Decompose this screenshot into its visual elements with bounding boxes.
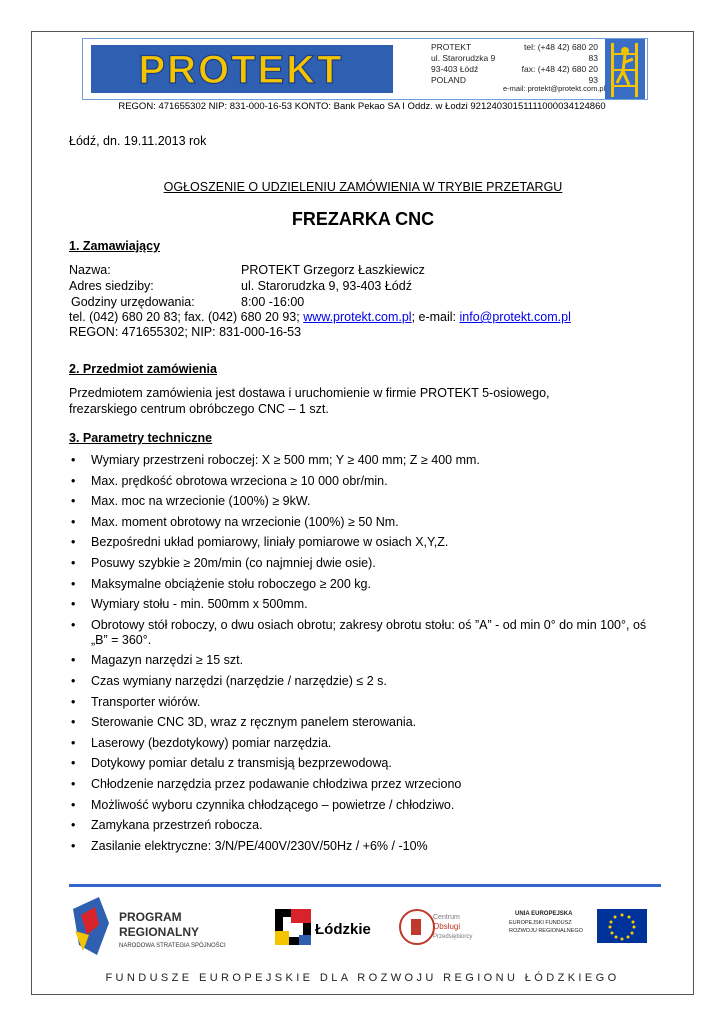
parameter-text: Wymiary stołu - min. 500mm x 500mm. bbox=[91, 597, 308, 612]
eu-line-3: ROZWOJU REGIONALNEGO bbox=[509, 928, 583, 934]
header-email: e-mail: protekt@protekt.com.pl bbox=[503, 84, 606, 93]
bullet-icon: • bbox=[71, 453, 76, 467]
bullet-icon: • bbox=[71, 473, 76, 488]
name-label: Nazwa: bbox=[69, 263, 111, 277]
bullet-icon: • bbox=[71, 838, 76, 853]
parameter-text: Wymiary przestrzeni roboczej: X ≥ 500 mm; Y ≥ 400 mm; Z ≥ 400 mm. bbox=[91, 453, 480, 467]
centrum-line-3: Przedsiębiorcy bbox=[433, 934, 473, 940]
parameter-item bbox=[69, 535, 649, 550]
bullet-icon: • bbox=[71, 673, 76, 688]
parameter-item bbox=[69, 777, 649, 792]
parameter-text: Chłodzenie narzędzia przez podawanie chłodziwa przez wrzeciono bbox=[91, 776, 462, 791]
name-value: PROTEKT Grzegorz Łaszkiewicz bbox=[241, 263, 425, 277]
program-line-2: REGIONALNY bbox=[119, 925, 200, 939]
parameter-text: Zamykana przestrzeń robocza. bbox=[91, 818, 263, 833]
parameter-text: Zasilanie elektryczne: 3/N/PE/400V/230V/50Hz / +6% / -10% bbox=[91, 838, 428, 853]
bullet-icon: • bbox=[71, 653, 76, 668]
program-line-3: NARODOWA STRATEGIA SPÓJNOŚCI bbox=[119, 943, 226, 949]
section-heading-subject: 2. Przedmiot zamówienia bbox=[69, 362, 217, 376]
parameter-item bbox=[69, 453, 649, 468]
program-line-1: PROGRAM bbox=[119, 910, 182, 924]
website-link[interactable]: www.protekt.com.pl bbox=[303, 310, 412, 324]
address-value: ul. Starorudzka 9, 93-403 Łódź bbox=[241, 279, 412, 293]
bullet-icon: • bbox=[71, 494, 76, 509]
parameter-item bbox=[69, 736, 649, 751]
eu-line-2: EUROPEJSKI FUNDUSZ bbox=[509, 920, 572, 926]
subject-line-2: frezarskiego centrum obróbczego CNC – 1 szt. bbox=[69, 402, 329, 416]
parameter-text: Max. prędkość obrotowa wrzeciona ≥ 10 000 obr/min. bbox=[91, 473, 388, 488]
parameter-item bbox=[69, 577, 649, 592]
date-line: Łódź, dn. 19.11.2013 rok bbox=[69, 134, 207, 148]
footer-rule bbox=[69, 884, 661, 887]
registration-line: REGON: 471655302 NIP: 831-000-16-53 KONTO: Bank Pekao SA I Oddz. w Łodzi 92124030151111000034124860 bbox=[118, 101, 606, 112]
lodzkie-label: Łódzkie bbox=[315, 921, 371, 938]
protekt-logo bbox=[91, 45, 393, 93]
bullet-icon: • bbox=[71, 735, 76, 750]
parameter-list bbox=[69, 453, 649, 859]
bullet-icon: • bbox=[71, 555, 76, 570]
parameter-item bbox=[69, 618, 649, 648]
contact-line: tel. (042) 680 20 83; fax. (042) 680 20 93; www.protekt.com.pl; e-mail: info@protekt.com.pl bbox=[69, 310, 571, 324]
bullet-icon: • bbox=[71, 597, 76, 612]
bullet-icon: • bbox=[71, 694, 76, 709]
parameter-item bbox=[69, 474, 649, 489]
parameter-item bbox=[69, 556, 649, 571]
address-label: Adres siedziby: bbox=[69, 279, 154, 293]
parameter-text: Bezpośredni układ pomiarowy, liniały pomiarowe w osiach X,Y,Z. bbox=[91, 535, 449, 550]
email-link[interactable]: info@protekt.com.pl bbox=[459, 310, 571, 324]
eu-line-1: UNIA EUROPEJSKA bbox=[515, 911, 573, 917]
parameter-item bbox=[69, 756, 649, 771]
bullet-icon: • bbox=[71, 715, 76, 730]
parameter-item bbox=[69, 597, 649, 612]
letterhead bbox=[82, 38, 648, 100]
company-address: PROTEKT ul. Starorudzka 9 93-403 Łódź POLAND bbox=[431, 42, 496, 85]
section-heading-ordering-party: 1. Zamawiający bbox=[69, 239, 161, 253]
parameter-text: Max. moment obrotowy na wrzecionie (100%) ≥ 50 Nm. bbox=[91, 514, 399, 529]
hours-label: Godziny urzędowania: bbox=[71, 295, 195, 309]
subject-line-1: Przedmiotem zamówienia jest dostawa i uruchomienie w firmie PROTEKT 5-osiowego, bbox=[69, 386, 550, 400]
parameter-text: Czas wymiany narzędzi (narzędzie / narzędzie) ≤ 2 s. bbox=[91, 673, 387, 688]
bullet-icon: • bbox=[71, 776, 76, 791]
climber-icon bbox=[605, 39, 645, 99]
parameter-item bbox=[69, 695, 649, 710]
bullet-icon: • bbox=[71, 756, 76, 771]
parameter-text: Dotykowy pomiar detalu z transmisją bezprzewodową. bbox=[91, 756, 392, 771]
parameter-text: Posuwy szybkie ≥ 20m/min (co najmniej dwie osie). bbox=[91, 555, 376, 570]
regon-line: REGON: 471655302; NIP: 831-000-16-53 bbox=[69, 325, 302, 339]
parameter-text: Możliwość wyboru czynnika chłodzącego – powietrze / chłodziwo. bbox=[91, 797, 455, 812]
parameter-text: Maksymalne obciążenie stołu roboczego ≥ 200 kg. bbox=[91, 576, 371, 591]
program-regionalny-logo bbox=[73, 897, 226, 955]
parameter-item bbox=[69, 515, 649, 530]
parameter-text: Obrotowy stół roboczy, o dwu osiach obrotu; zakresy obrotu stołu: oś ”A” - od min 0° do min 100°, oś „B” = 360°. bbox=[91, 617, 647, 647]
centrum-line-1: Centrum bbox=[433, 914, 460, 921]
parameter-item bbox=[69, 653, 649, 668]
document-title: FREZARKA CNC bbox=[291, 209, 435, 229]
parameter-item bbox=[69, 839, 649, 854]
parameter-item bbox=[69, 818, 649, 833]
bullet-icon: • bbox=[71, 514, 76, 529]
parameter-item bbox=[69, 798, 649, 813]
footer-logos bbox=[69, 895, 661, 960]
parameter-text: Magazyn narzędzi ≥ 15 szt. bbox=[91, 653, 244, 668]
footer-tagline: FUNDUSZE EUROPEJSKIE DLA ROZWOJU REGIONU ŁÓDZKIEGO bbox=[105, 972, 620, 984]
parameter-item bbox=[69, 674, 649, 689]
logo-text: PROTEKT bbox=[138, 48, 344, 92]
bullet-icon: • bbox=[71, 617, 76, 632]
bullet-icon: • bbox=[71, 818, 76, 833]
parameter-item bbox=[69, 715, 649, 730]
centrum-line-2: Obsługi bbox=[433, 922, 461, 931]
hours-value: 8:00 -16:00 bbox=[241, 295, 305, 309]
bullet-icon: • bbox=[71, 797, 76, 812]
parameter-text: Max. moc na wrzecionie (100%) ≥ 9kW. bbox=[91, 494, 311, 509]
eu-logo bbox=[509, 909, 647, 943]
section-heading-parameters: 3. Parametry techniczne bbox=[69, 431, 213, 445]
parameter-text: Laserowy (bezdotykowy) pomiar narzędzia. bbox=[91, 735, 332, 750]
parameter-text: Sterowanie CNC 3D, wraz z ręcznym panelem sterowania. bbox=[91, 715, 417, 730]
company-contact: tel: (+48 42) 680 20 83 fax: (+48 42) 680 20 93 bbox=[521, 42, 598, 85]
bullet-icon: • bbox=[71, 576, 76, 591]
bullet-icon: • bbox=[71, 535, 76, 550]
parameter-item bbox=[69, 494, 649, 509]
parameter-text: Transporter wiórów. bbox=[91, 694, 201, 709]
announcement-heading: OGŁOSZENIE O UDZIELENIU ZAMÓWIENIA W TRYBIE PRZETARGU bbox=[163, 180, 563, 194]
centrum-obslugi-logo bbox=[400, 910, 472, 944]
lodzkie-logo bbox=[275, 909, 371, 945]
